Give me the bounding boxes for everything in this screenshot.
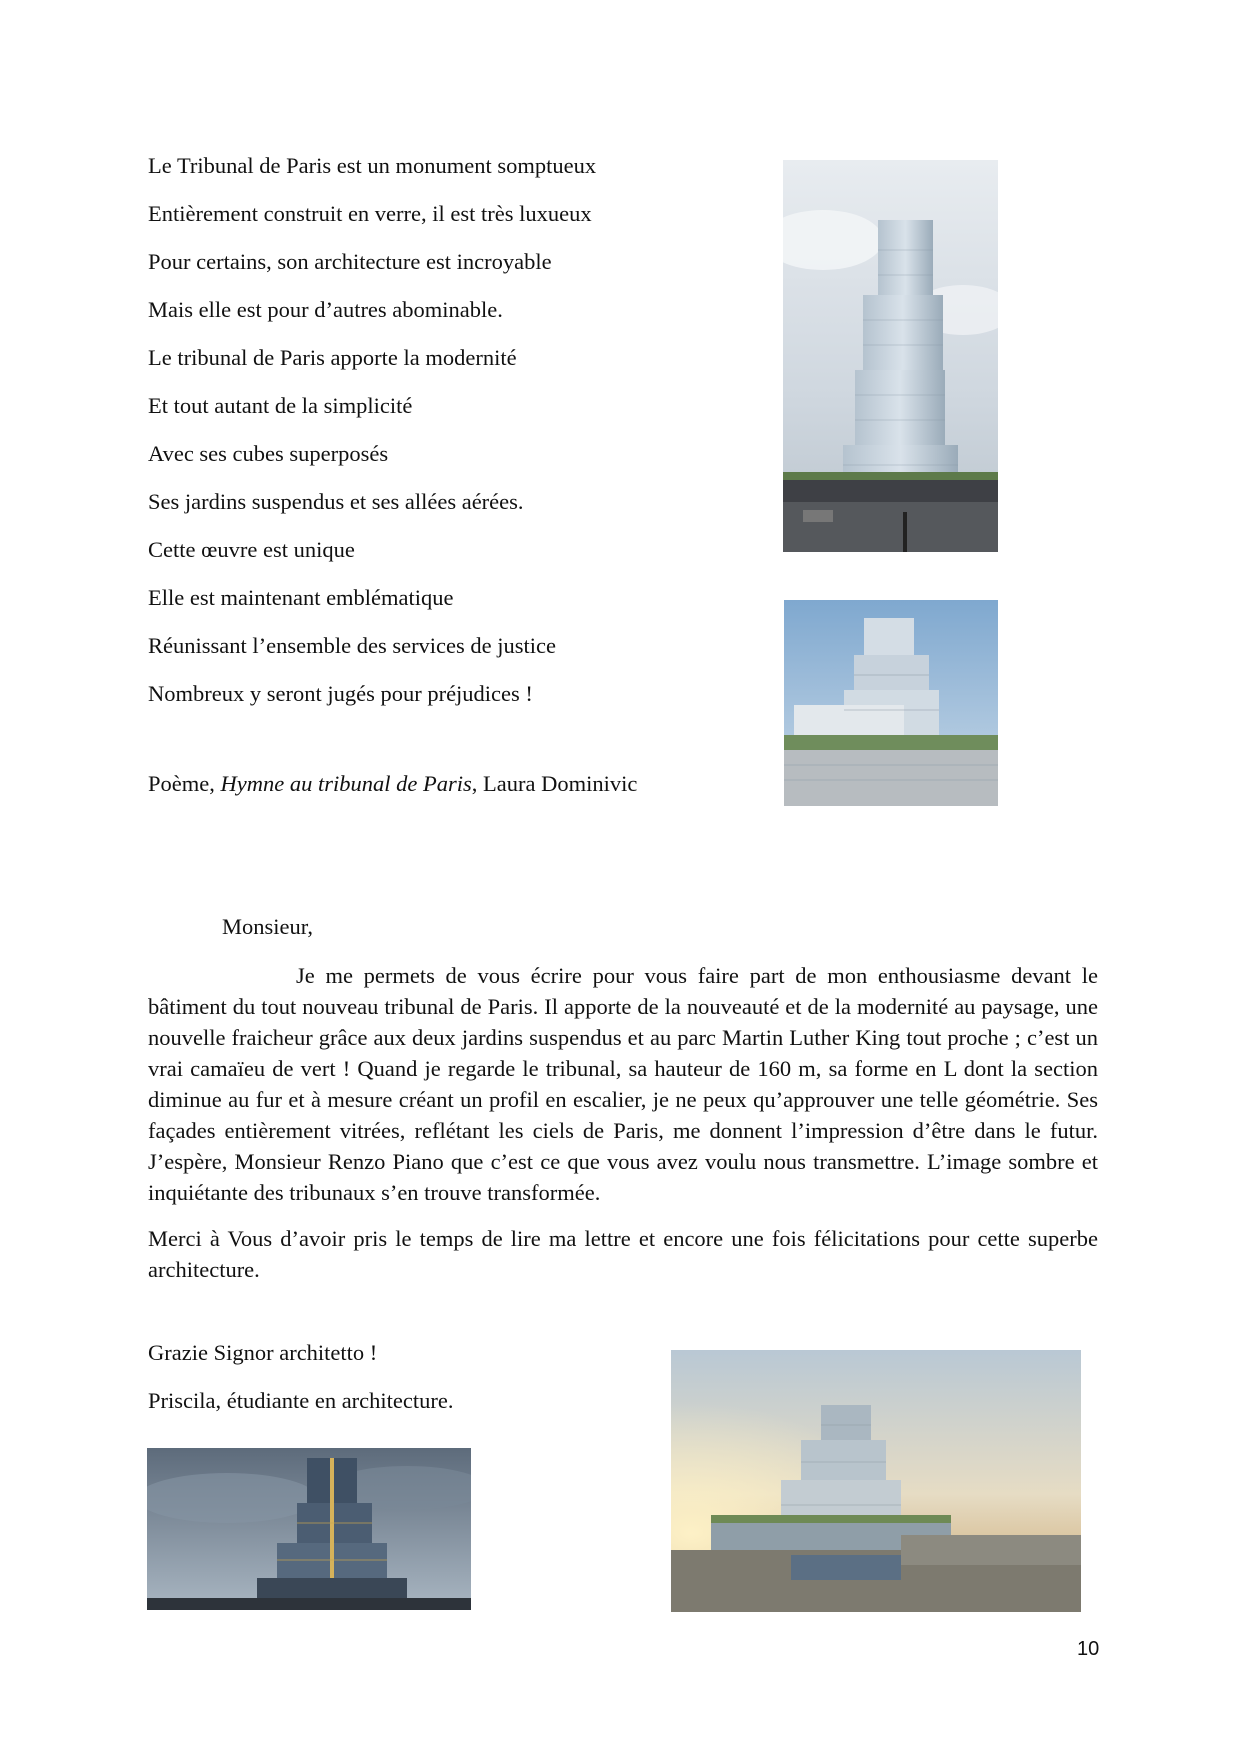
letter-salutation: Monsieur,: [222, 914, 313, 939]
poem: [148, 142, 748, 718]
letter-signature: Priscila, étudiante en architecture.: [148, 1388, 454, 1413]
tower-photo-tall: [783, 160, 998, 552]
poem-line: Ses jardins suspendus et ses allées aérées.: [148, 489, 524, 514]
letter-paragraph-2: Merci à Vous d’avoir pris le temps de lire ma lettre et encore une fois félicitations pour cette superbe architecture.: [148, 1226, 1098, 1282]
poem-line: Réunissant l’ensemble des services de justice: [148, 633, 557, 658]
letter-paragraph-1: Je me permets de vous écrire pour vous faire part de mon enthousiasme devant le bâtiment du tout nouveau tribunal de Paris. Il apporte de la nouveauté et de la modernité au paysage, une nouvelle fraicheur grâce aux deux jardins suspendus et au parc Martin Luther King tout proche ; c’est un vrai camaïeu de vert ! Quand je regarde le tribunal, sa hauteur de 160 m, sa forme en L dont la section diminue au fur et à mesure créant un profil en escalier, je ne peux qu’approuver une telle géométrie. Ses façades entièrement vitrées, reflétant les ciels de Paris, me donnent l’impression d’être dans le futur. J’espère, Monsieur Renzo Piano que c’est ce que vous avez voulu nous transmettre. L’image sombre et inquiétante des tribunaux s’en trouve transformée.: [148, 963, 1098, 1205]
poem-line: Mais elle est pour d’autres abominable.: [148, 297, 503, 322]
poem-line: Nombreux y seront jugés pour préjudices !: [148, 681, 533, 706]
page-number: 10: [1077, 1638, 1100, 1660]
poem-line: Et tout autant de la simplicité: [148, 393, 413, 418]
poem-line: Entièrement construit en verre, il est très luxueux: [148, 201, 592, 226]
poem-line: Pour certains, son architecture est incroyable: [148, 249, 552, 274]
letter-body: [148, 960, 1098, 1300]
letter-closing: Grazie Signor architetto !: [148, 1340, 378, 1365]
poem-credit-prefix: Poème,: [148, 771, 221, 796]
poem-line: Avec ses cubes superposés: [148, 441, 389, 466]
poem-line: Elle est maintenant emblématique: [148, 585, 454, 610]
poem-author: , Laura Dominivic: [471, 771, 638, 796]
tower-photo-aerial: [671, 1350, 1081, 1612]
poem-line: Le tribunal de Paris apporte la modernité: [148, 345, 517, 370]
poem-title: Hymne au tribunal de Paris: [220, 771, 472, 796]
poem-credit: [148, 768, 637, 800]
poem-line: Cette œuvre est unique: [148, 537, 355, 562]
tower-photo-wide: [784, 600, 998, 806]
tower-photo-cloudy: [147, 1448, 471, 1610]
poem-line: Le Tribunal de Paris est un monument somptueux: [148, 153, 597, 178]
